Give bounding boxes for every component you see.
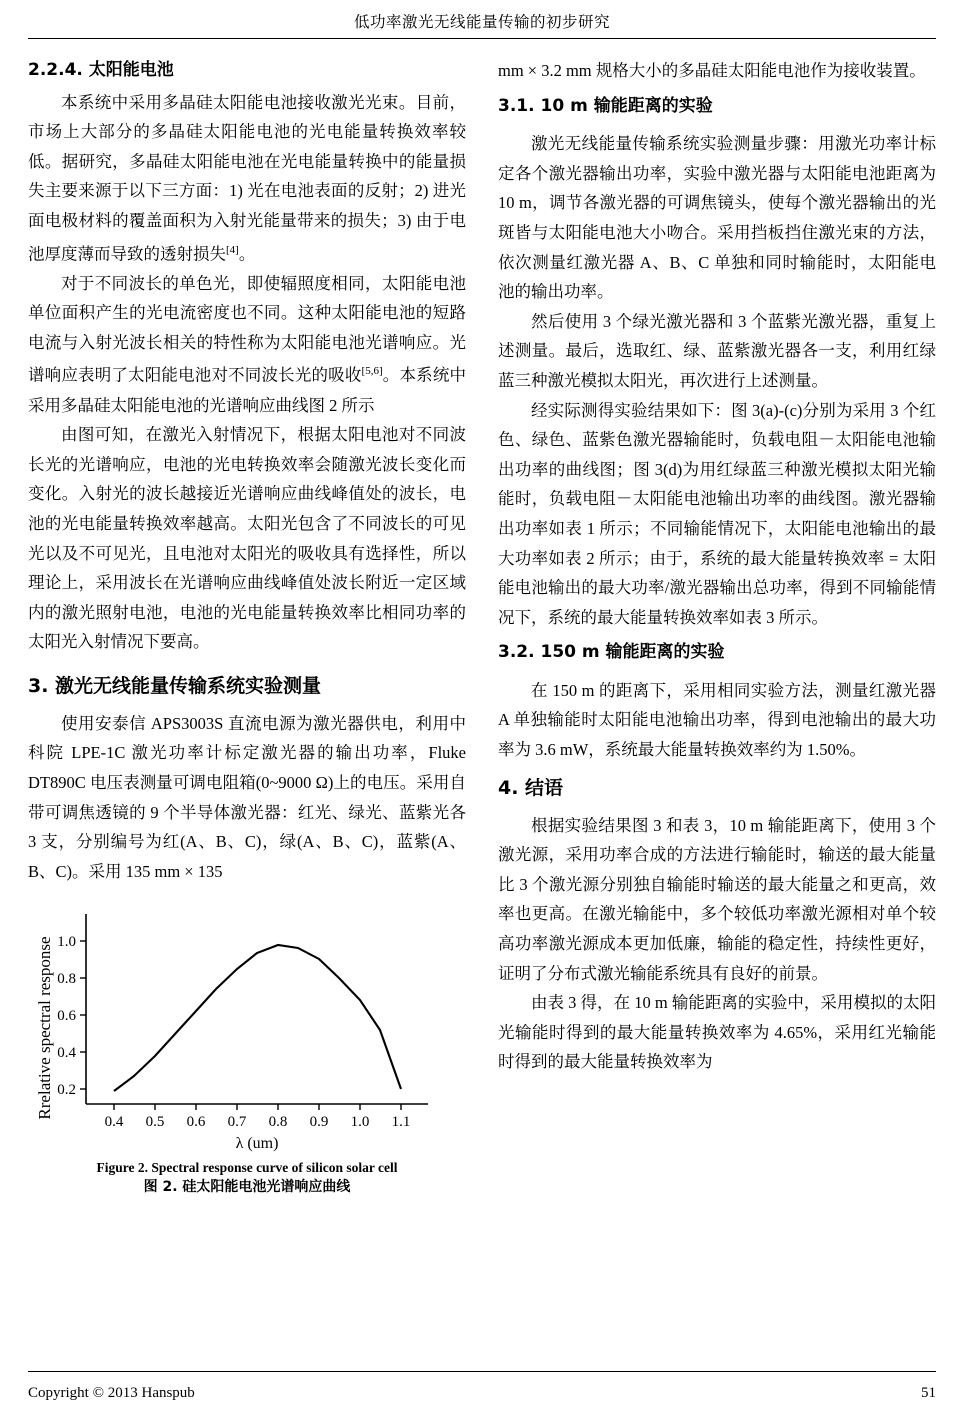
- svg-text:1.0: 1.0: [57, 934, 76, 951]
- paragraph-text-b: 。本系统中采用多晶硅太阳能电池的光谱响应曲线图 2 所示: [28, 365, 467, 415]
- chart-y-ticklabels: [57, 934, 76, 1098]
- paragraph-spectral-response: [28, 269, 466, 420]
- footer-rule: [28, 1371, 936, 1372]
- running-head: 低功率激光无线能量传输的初步研究: [353, 13, 610, 31]
- heading-section-4: 4. 结语: [498, 776, 564, 799]
- figure-2-plot: [28, 900, 466, 1152]
- chart-x-ticks: [114, 1104, 401, 1110]
- figure-caption-en: Figure 2. Spectral response curve of silicon solar cell: [96, 1160, 398, 1176]
- header-rule: [28, 38, 936, 39]
- figure-caption-cn: 图 2. 硅太阳能电池光谱响应曲线: [143, 1179, 351, 1196]
- chart-ylabel: Rrelative spectral response: [35, 936, 54, 1121]
- paragraph-10m-results: 经实际测得实验结果如下：图 3(a)-(c)分别为采用 3 个红色、绿色、蓝紫色激光器输能时，负载电阻－太阳能电池输出功率的曲线图；图 3(d)为用红绿蓝三种激光模拟太阳光输能时，负载电阻－太阳能电池输出功率的曲线图。激光器输出功率如表 1 所示；不同输能情况下，太阳能电池输出的最大功率如表 2 所示；由于，系统的最大能量转换效率 = 太阳能电池输出的最大功率/激光器输出总功率，得到不同输能情况下，系统的最大能量转换效率如表 3 所示。: [498, 400, 936, 627]
- svg-text:0.5: 0.5: [145, 1114, 165, 1131]
- citation-ref-5-6: [5,6]: [361, 365, 383, 378]
- paragraph-continuation: mm × 3.2 mm 规格大小的多晶硅太阳能电池作为接收装置。: [498, 61, 926, 80]
- chart-y-ticks: [80, 941, 86, 1089]
- paragraph-tail: 。: [238, 244, 256, 264]
- svg-text:1.1: 1.1: [391, 1114, 411, 1131]
- heading-section-3-1: 3.1. 10 m 输能距离的实验: [498, 95, 713, 116]
- spectral-response-chart: [28, 900, 466, 1152]
- chart-series-line: [114, 945, 401, 1091]
- paragraph-solar-cell-intro: [28, 88, 466, 269]
- heading-section-2-2-4: 2.2.4. 太阳能电池: [28, 60, 174, 80]
- footer-copyright: Copyright © 2013 Hanspub: [28, 1385, 195, 1401]
- spacer: [28, 657, 466, 669]
- heading-section-3: 3. 激光无线能量传输系统实验测量: [28, 674, 322, 697]
- svg-text:0.8: 0.8: [268, 1114, 288, 1131]
- paragraph-10m-repeat: 然后使用 3 个绿光激光器和 3 个蓝紫光激光器，重复上述测量。最后，选取红、绿、蓝紫激光器各一支，利用红绿蓝三种激光模拟太阳光，再次进行上述测量。: [498, 311, 936, 390]
- svg-text:0.9: 0.9: [309, 1114, 329, 1131]
- chart-x-ticklabels: [105, 1114, 411, 1130]
- figure-2: [28, 900, 466, 1197]
- paragraph-10m-steps: 激光无线能量传输系统实验测量步骤：用激光功率计标定各个激光器输出功率，实验中激光器与太阳能电池距离为 10 m，调节各激光器的可调焦镜头，使每个激光器输出的光斑皆与太阳能电池大小吻合。采用挡板挡住激光束的方法，依次测量红激光器 A、B、C 单独和同时输能时，太阳能电池的输出功率。: [498, 134, 936, 302]
- svg-text:0.6: 0.6: [57, 1008, 76, 1025]
- left-column: [28, 56, 466, 1346]
- svg-text:0.4: 0.4: [57, 1045, 76, 1062]
- paragraph-150m: 在 150 m 的距离下，采用相同实验方法，测量红激光器 A 单独输能时太阳能电池输出功率，得到电池输出的最大功率为 3.6 mW，系统最大能量转换效率约为 1.50%。: [498, 680, 936, 760]
- svg-text:0.7: 0.7: [227, 1114, 247, 1131]
- svg-text:0.8: 0.8: [57, 971, 76, 988]
- right-column: [498, 56, 936, 1346]
- paragraph-text: 本系统中采用多晶硅太阳能电池接收激光光束。目前，市场上大部分的多晶硅太阳能电池的光电能量转换效率较低。据研究，多晶硅太阳能电池在光电能量转换中的能量损失主要来源于以下三方面：1) 光在电池表面的反射；2) 进光面电极材料的覆盖面积为入射光能量带来的损失；3) 由于电池厚度薄而导致的透射损失: [28, 92, 466, 264]
- two-column-body: [28, 56, 936, 1346]
- footer-page-number: 51: [921, 1385, 936, 1401]
- paragraph-conclusion-1: 根据实验结果图 3 和表 3，10 m 输能距离下，使用 3 个激光源，采用功率合成的方法进行输能时，输送的最大能量比 3 个激光源分别独自输能时输送的最大能量之和更高，效率也更高。在激光输能中，多个较低功率激光源相对单个较高功率激光源成本更加低廉，输能的稳定性，持续性更好，证明了分布式激光输能系统具有良好的前景。: [498, 815, 936, 983]
- svg-text:0.4: 0.4: [104, 1114, 124, 1131]
- svg-text:0.6: 0.6: [186, 1114, 206, 1131]
- paragraph-experiment-setup: 使用安泰信 APS3003S 直流电源为激光器供电，利用中科院 LPE-1C 激光功率计标定激光器的输出功率，Fluke DT890C 电压表测量可调电阻箱(0~9000 Ω)上的电压。采用自带可调焦透镜的 9 个半导体激光器：红光、绿光、蓝紫光各 3 支，分别编号为红(A、B、C)，绿(A、B、C)，蓝紫(A、B、C)。采用 135 mm × 135: [28, 713, 466, 881]
- svg-text:1.0: 1.0: [350, 1114, 370, 1131]
- heading-section-3-2: 3.2. 150 m 输能距离的实验: [498, 642, 725, 663]
- paragraph-text: 对于不同波长的单色光，即使辐照度相同，太阳能电池单位面积产生的光电流密度也不同。这种太阳能电池的短路电流与入射光波长相关的特性称为太阳能电池光谱响应。光谱响应表明了太阳能电池对不同波长光的吸收: [28, 273, 466, 385]
- paragraph-wavelength-efficiency: 由图可知，在激光入射情况下，根据太阳电池对不同波长光的光谱响应，电池的光电转换效率会随激光波长变化而变化。入射光的波长越接近光谱响应曲线峰值处的波长，电池的光电能量转换效率越高。太阳光包含了不同波长的可见光以及不可见光，且电池对太阳光的吸收具有选择性，所以理论上，采用波长在光谱响应曲线峰值处波长附近一定区域内的激光照射电池，电池的光电能量转换效率比相同功率的太阳光入射情况下要高。: [28, 425, 466, 652]
- paragraph-conclusion-2: 由表 3 得，在 10 m 输能距离的实验中，采用模拟的太阳光输能时得到的最大能量转换效率为 4.65%，采用红光输能时得到的最大能量转换效率为: [498, 993, 936, 1072]
- citation-ref-4: [4]: [226, 243, 239, 256]
- chart-xlabel: λ (um): [235, 1135, 279, 1153]
- svg-text:0.2: 0.2: [57, 1082, 76, 1099]
